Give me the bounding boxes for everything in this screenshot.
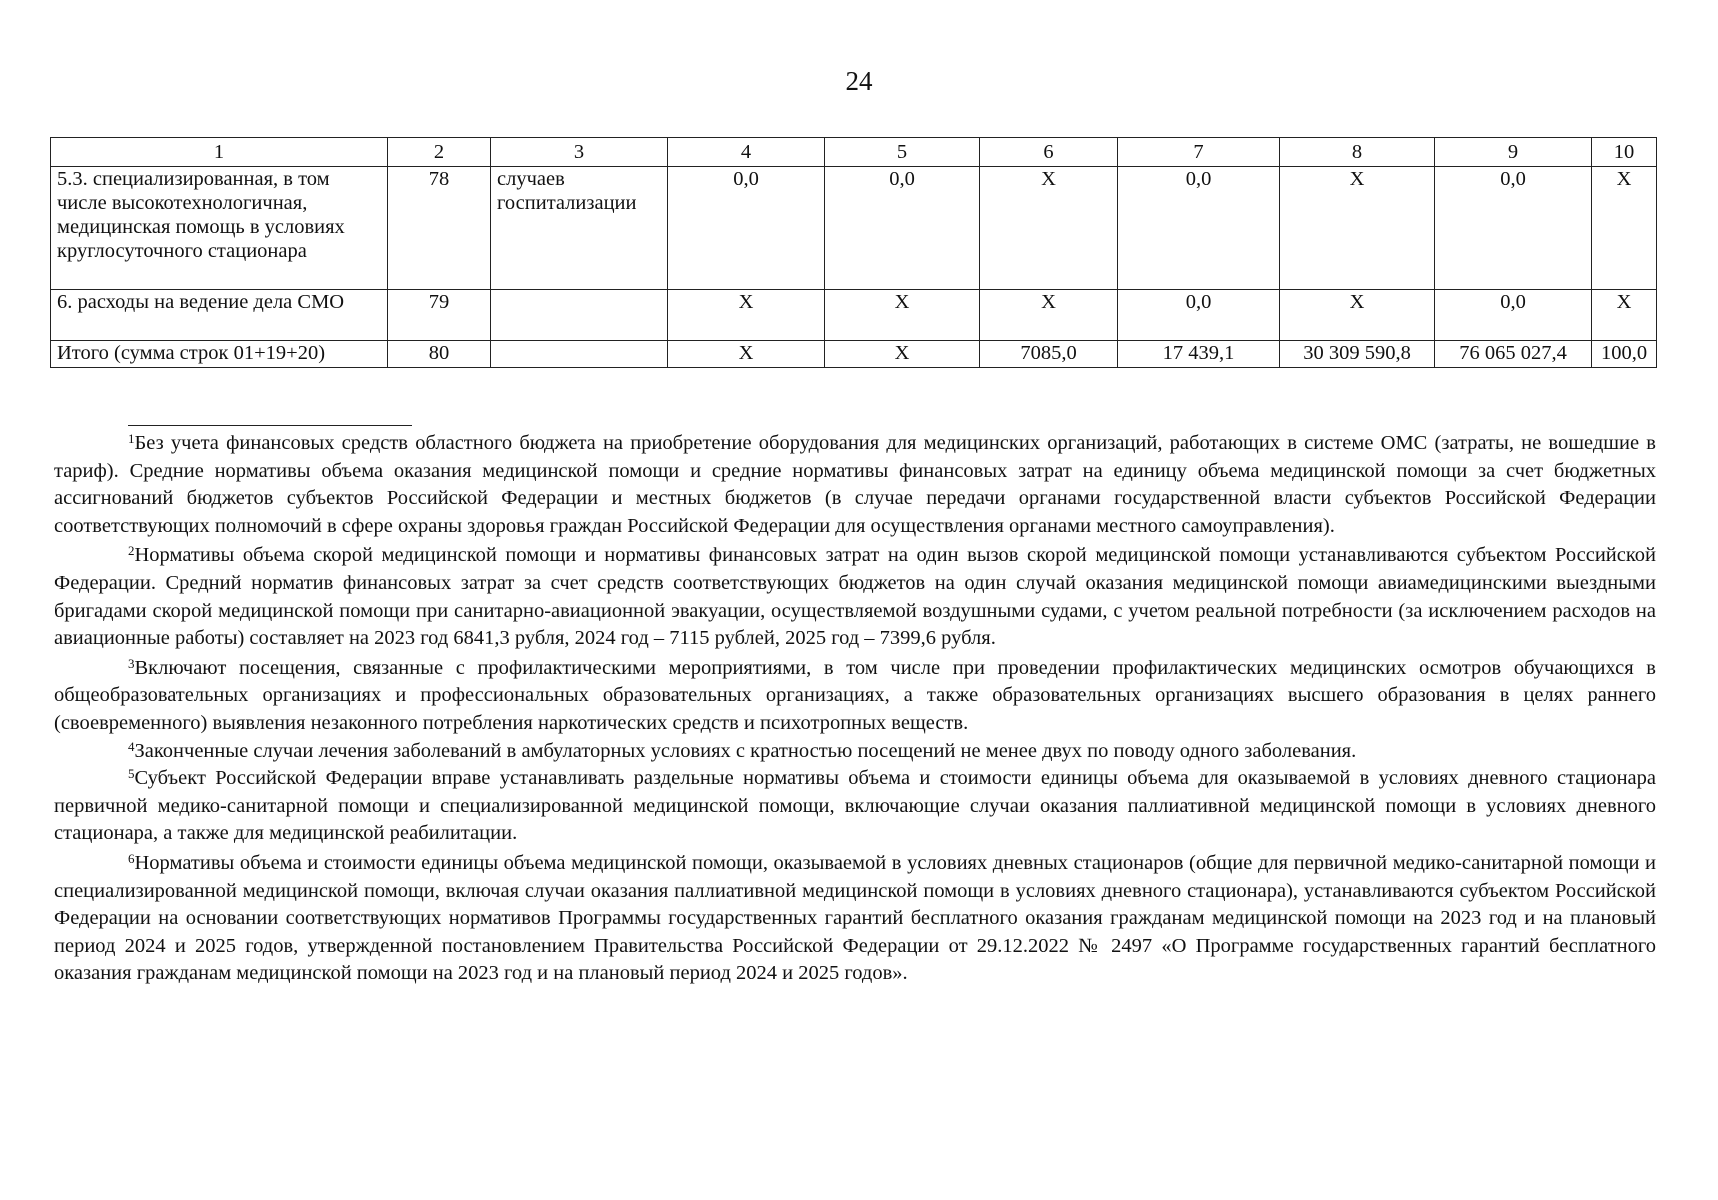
page-number: 24 [845,66,873,96]
column-header: 7 [1118,138,1280,167]
footnote [54,738,1656,766]
table-cell: Х [825,290,980,341]
footnote [54,542,1656,652]
footnote [54,655,1656,738]
table-cell: 0,0 [1435,290,1592,341]
column-header: 4 [668,138,825,167]
footnotes [54,430,1656,988]
footnote-text: Включают посещения, связанные с профилактическими мероприятиями, в том числе при проведении профилактических медицинских осмотров обучающихся в общеобразовательных организациях и профессиональных образовательных организациях, а также образовательных организациях высшего образования в целях раннего (своевременного) выявления незаконного потребления наркотических средств и психотропных веществ. [54,656,1656,734]
table-cell: Х [980,167,1118,290]
footnote-text: Субъект Российской Федерации вправе устанавливать раздельные нормативы объема и стоимости единицы объема для оказываемой в условиях дневного стационара первичной медико-санитарной помощи и специализированной медицинской помощи, включающие случаи оказания паллиативной медицинской помощи в условиях дневного стационара, а также для медицинской реабилитации. [54,767,1656,845]
column-header: 2 [388,138,491,167]
table-row [51,290,1657,341]
table-cell: 30 309 590,8 [1280,341,1435,368]
footnote-text: Нормативы объема скорой медицинской помощи и нормативы финансовых затрат на один вызов скорой медицинской помощи устанавливаются субъектом Российской Федерации. Средний норматив финансовых затрат за счет средств соответствующих бюджетов на один случай оказания медицинской помощи авиамедицинскими выездными бригадами скорой медицинской помощи при санитарно-авиационной эвакуации, осуществляемой воздушными судами, с учетом реальной потребности (за исключением расходов на авиационные работы) составляет на 2023 год 6841,3 рубля, 2024 год – 7115 рублей, 2025 год – 7399,6 рубля. [54,544,1656,650]
table-cell: Х [1280,290,1435,341]
table-cell: 76 065 027,4 [1435,341,1592,368]
footnote-mark: 6 [128,850,135,866]
footnote [54,850,1656,988]
table-cell: 0,0 [668,167,825,290]
table-cell: Х [825,341,980,368]
column-header: 3 [491,138,668,167]
table-cell: 7085,0 [980,341,1118,368]
table-header-row [51,138,1657,167]
data-table [50,137,1657,368]
row-name-cell: 6. расходы на ведение дела СМО [51,290,388,341]
row-unit-cell [491,290,668,341]
footnote-separator [128,425,412,426]
table-cell: Х [1592,290,1657,341]
table-cell: Х [668,341,825,368]
column-header: 9 [1435,138,1592,167]
row-name-cell: Итого (сумма строк 01+19+20) [51,341,388,368]
row-line-number-cell: 79 [388,290,491,341]
table-cell: Х [980,290,1118,341]
table-cell: 0,0 [1435,167,1592,290]
column-header: 8 [1280,138,1435,167]
row-unit-cell: случаев госпитализации [491,167,668,290]
footnote-mark: 5 [128,766,135,782]
column-header: 1 [51,138,388,167]
footnote-mark: 2 [128,543,135,559]
footnote-mark: 1 [128,431,135,446]
table-cell: Х [1280,167,1435,290]
footnote-text: Законченные случаи лечения заболеваний в амбулаторных условиях с кратностью посещений не менее двух по поводу одного заболевания. [134,739,1357,762]
footnote [54,765,1656,848]
footnote-mark: 3 [128,655,135,671]
table-row [51,167,1657,290]
row-line-number-cell: 78 [388,167,491,290]
table-cell: 17 439,1 [1118,341,1280,368]
table-cell: 0,0 [1118,290,1280,341]
column-header: 5 [825,138,980,167]
footnote-text: Нормативы объема и стоимости единицы объема медицинской помощи, оказываемой в условиях дневных стационаров (общие для первичной медико-санитарной помощи и специализированной медицинской помощи, включая случаи оказания паллиативной медицинской помощи в условиях дневного стационара), устанавливаются субъектом Российской Федерации на основании соответствующих нормативов Программы государственных гарантий бесплатного оказания гражданам медицинской помощи на 2023 год и на плановый период 2024 и 2025 годов, утвержденной постановлением Правительства Российской Федерации от 29.12.2022 № 2497 «О Программе государственных гарантий бесплатного оказания гражданам медицинской помощи на 2023 год и на плановый период 2024 и 2025 годов». [54,851,1656,985]
footnote [54,430,1656,540]
column-header: 6 [980,138,1118,167]
table-cell: Х [1592,167,1657,290]
table-cell: 0,0 [825,167,980,290]
column-header: 10 [1592,138,1657,167]
row-name-cell: 5.3. специализированная, в том числе высокотехнологичная, медицинская помощь в условиях круглосуточного стационара [51,167,388,290]
footnote-mark: 4 [128,738,135,754]
footnote-text: Без учета финансовых средств областного бюджета на приобретение оборудования для медицинских организаций, работающих в системе ОМС (затраты, не вошедшие в тариф). Средние нормативы объема оказания медицинской помощи и средние нормативы финансовых затрат на единицу объема медицинской помощи за счет бюджетных ассигнований бюджетов субъектов Российской Федерации и местных бюджетов (в случае передачи органами государственной власти субъектов Российской Федерации соответствующих полномочий в сфере охраны здоровья граждан Российской Федерации для осуществления органами местного самоуправления). [54,432,1656,537]
table-row-total [51,341,1657,368]
table-cell: 0,0 [1118,167,1280,290]
table-cell: Х [668,290,825,341]
row-unit-cell [491,341,668,368]
row-line-number-cell: 80 [388,341,491,368]
table-cell: 100,0 [1592,341,1657,368]
